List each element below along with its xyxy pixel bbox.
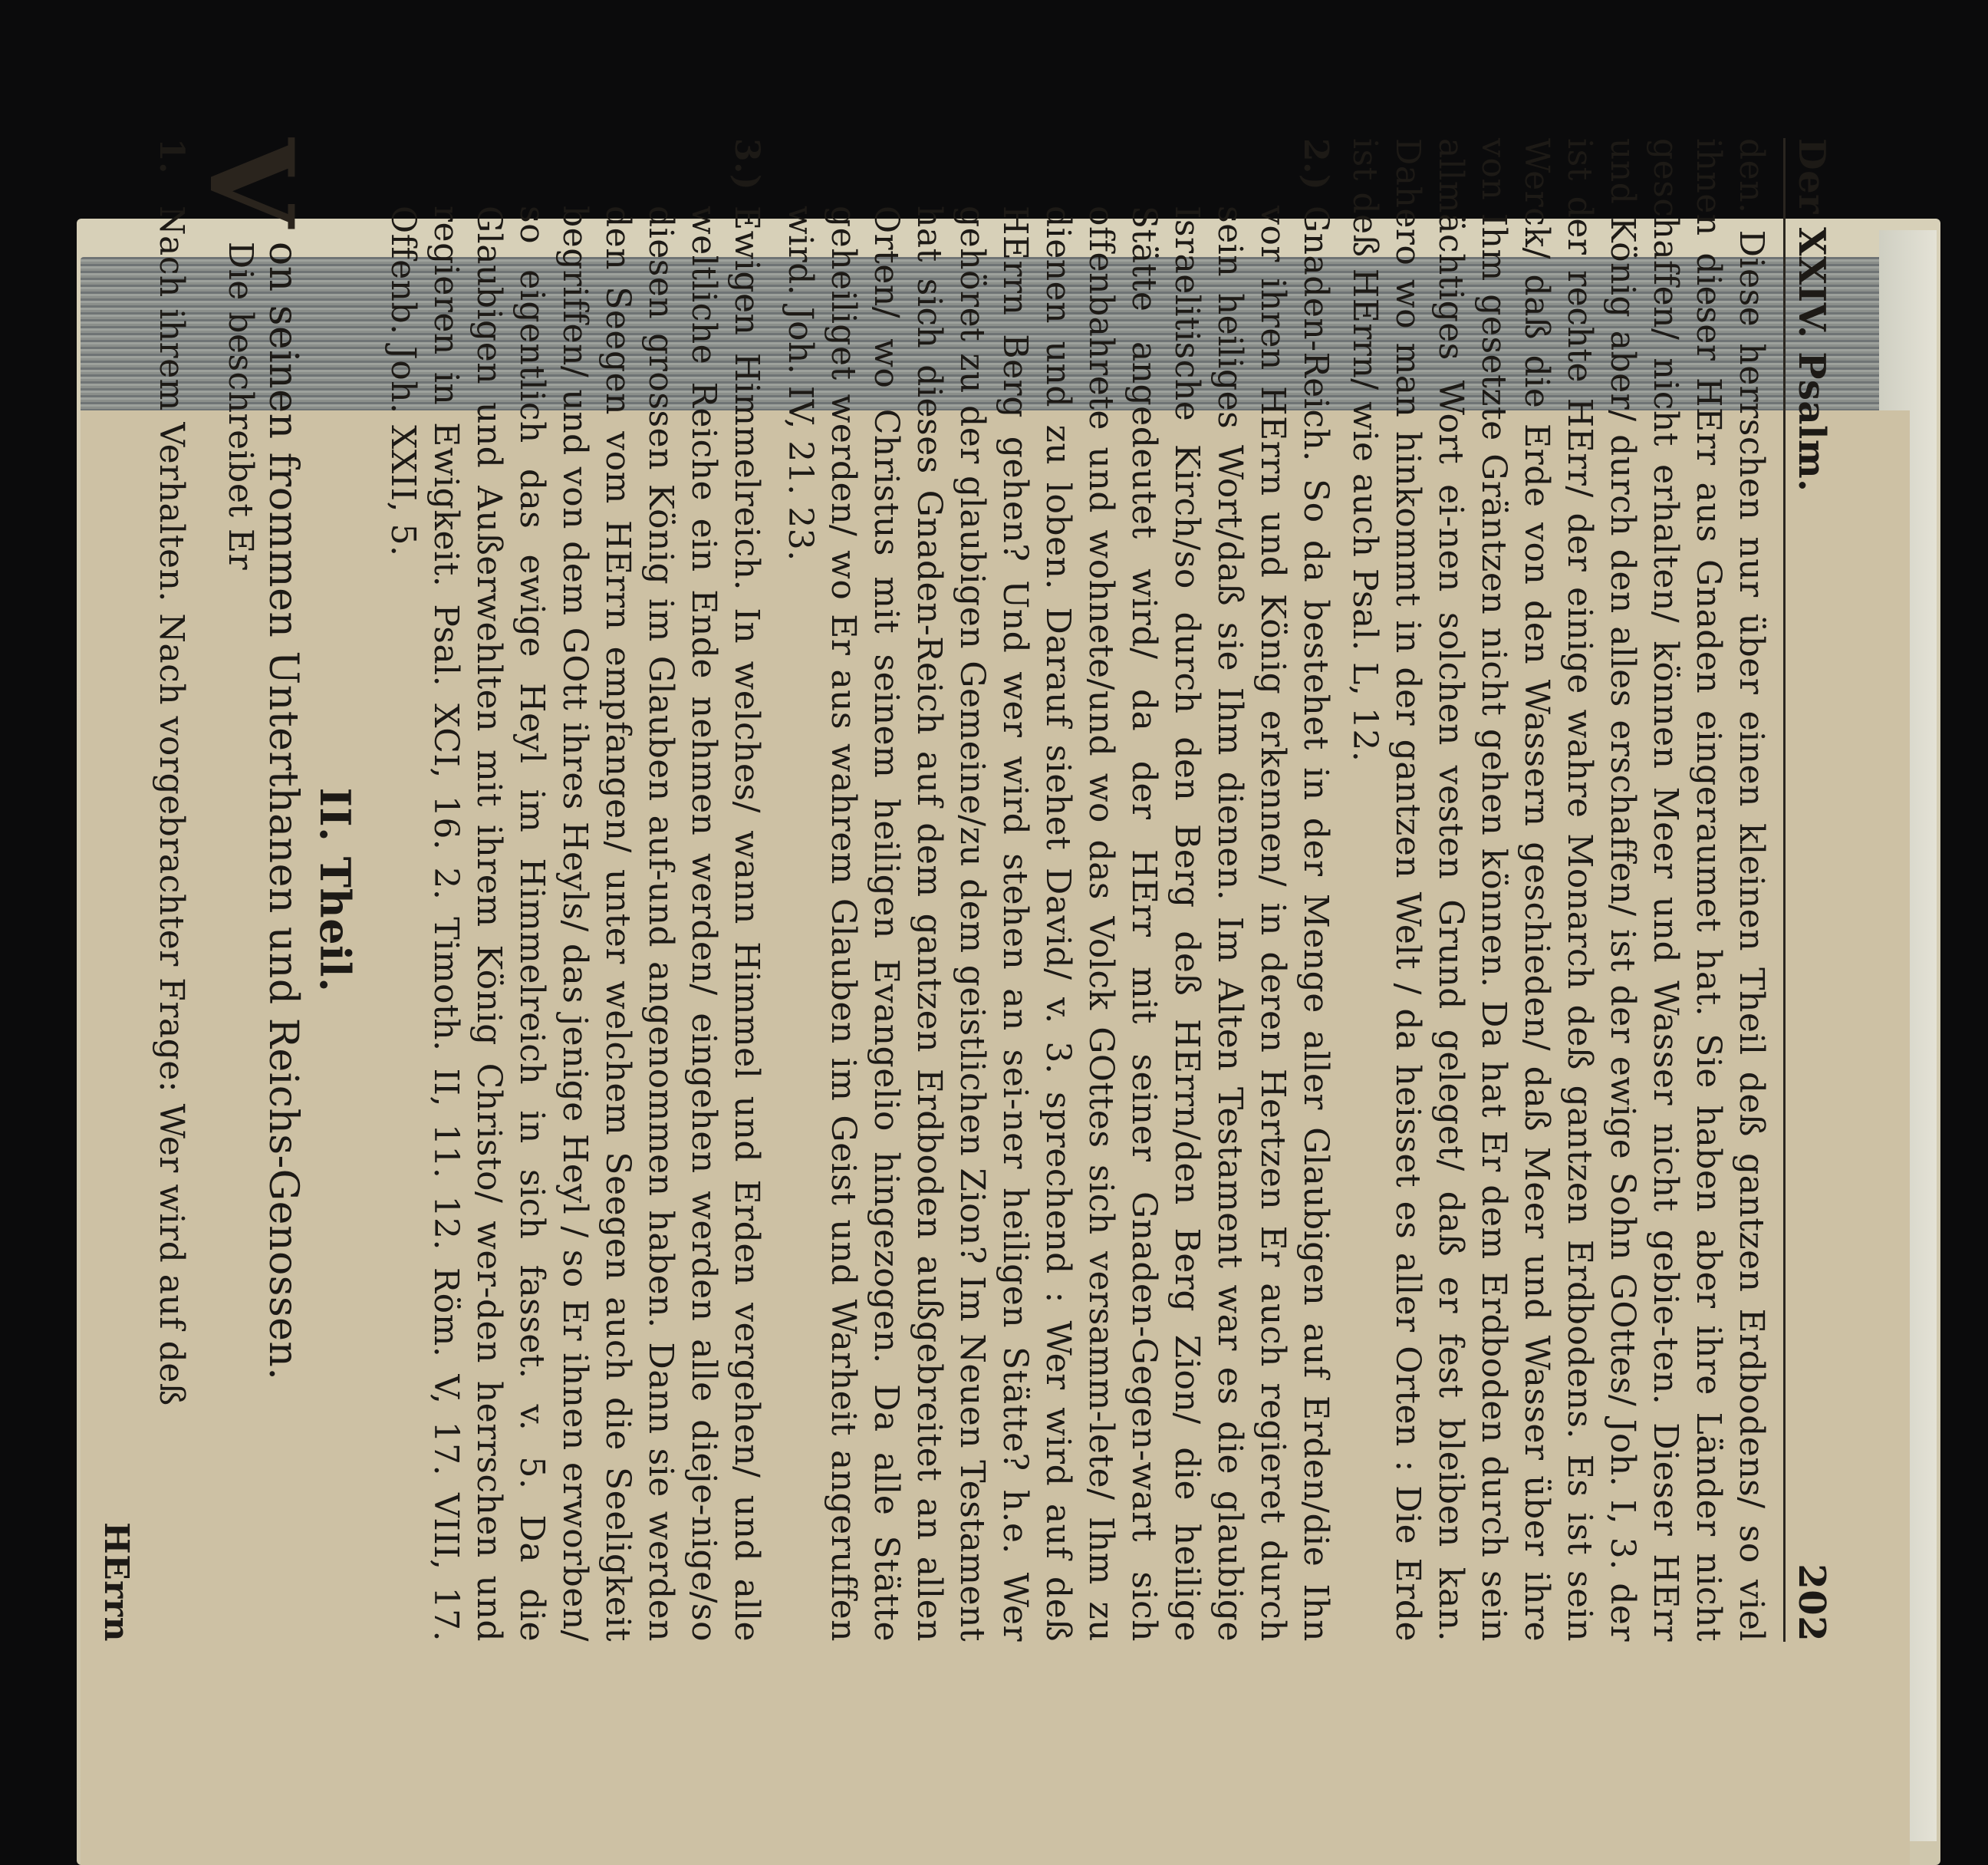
list-item-2 xyxy=(772,138,1337,1642)
section-intro-text: on seinen frommen Unterthanen und Reichs-Genossen. xyxy=(260,241,306,1381)
text-block xyxy=(94,138,1833,1642)
paragraph-1: den. Diese herrschen nur über einen kleinen Theil deß gantzen Erdbodens/ so viel ihnen dieser HErr aus Gnaden eingeraumet hat. Sie haben aber ihre Länder nicht geschaffen/ nicht erhalten/ können Meer und Wasser nicht gebie-ten. Dieser HErr und König aber/ durch den alles erschaffen/ ist der ewige Sohn GOttes/ Joh. I, 3. der ist der rechte HErr/ der einige wahre Monarch deß gantzen Erdbodens. Es ist sein Werck/ daß die Erde von den Wassern geschieden/ daß Meer und Wasser über ihre von Ihm gesetzte Gräntzen nicht gehen können. Da hat Er dem Erdboden durch sein allmächtiges Wort ei-nen solchen vesten Grund geleget/ daß er fest bleiben kan. Dahero wo man hinkommt in der gantzen Welt / da heisset es aller Orten : Die Erde ist deß HErrn/ wie auch Psal. L, 12. xyxy=(1345,138,1771,1642)
catchword: HErrn xyxy=(97,1522,136,1642)
section-heading: II. Theil. xyxy=(311,787,360,993)
section-intro xyxy=(183,138,318,1642)
item-number-2: 2.) xyxy=(1296,138,1335,191)
page-header xyxy=(1783,138,1833,1642)
item-number-3: 3.) xyxy=(727,138,766,191)
section-subtext: Die beschreibet Er xyxy=(221,241,260,571)
running-title: Der XXIV. Psalm. xyxy=(1790,138,1833,493)
item-number-1: 1. xyxy=(152,138,191,174)
item-text-1: Nach ihrem Verhalten. Nach vorgebrachter Frage: Wer wird auf deß xyxy=(152,206,191,1406)
item-text-3: Ewigen Himmelreich. In welches/ wann Himmel und Erden vergehen/ und alle weltliche Reiche ein Ende nehmen werden/ eingehen werden alle dieje-nige/so diesen grossen König im Glauben auf-und angenommen haben. Dann sie werden den Seegen vom HErrn empfangen/ unter welchem Seegen auch die Seeligkeit begriffen/ und von dem GOtt ihres Heyls/ das jenige Heyl / so Er ihnen erworben/ so eigentlich das ewige Heyl im Himmelreich in sich fasset. v. 5. Da die Glaubigen und Außerwehlten mit ihrem König Christo/ wer-den herrschen und regieren in Ewigkeit. Psal. XCI, 16. 2. Timoth. II, 11. 12. Röm. V, 17. VIII, 17. Offenb. Joh. XXII, 5. xyxy=(383,206,766,1642)
list-item-3 xyxy=(375,138,768,1642)
list-item-1 xyxy=(143,138,193,1642)
drop-cap: V xyxy=(183,138,318,228)
item-text-2: Gnaden-Reich. So da bestehet in der Menge aller Glaubigen auf Erden/die Ihn vor ihren HErrn und König erkennen/ in deren Hertzen Er auch regieret durch sein heiliges Wort/daß sie Ihm dienen. Im Alten Testament war es die glaubige Israelitische Kirch/so durch den Berg deß HErrn/den Berg Zion/ die heilige Stätte angedeutet wird/ da der HErr mit seiner Gnaden-Gegen-wart sich offenbahrete und wohnete/und wo das Volck GOttes sich versamm-lete/ Ihm zu dienen und zu loben. Darauf siehet David/ v. 3. sprechend : Wer wird auf deß HErrn Berg gehen? Und wer wird stehen an sei-ner heiligen Stätte? h.e. Wer gehöret zu der glaubigen Gemeine/zu dem geistlichen Zion? Im Neuen Testament hat sich dieses Gnaden-Reich auf dem gantzen Erdboden außgebreitet an allen Orten/ wo Christus mit seinem heiligen Evangelio hingezogen. Da alle Stätte geheiliget werden/ wo Er aus wahrem Glauben im Geist und Warheit angeruffen wird. Joh. IV, 21. 23. xyxy=(781,206,1335,1642)
page-number: 202 xyxy=(1790,1564,1833,1642)
